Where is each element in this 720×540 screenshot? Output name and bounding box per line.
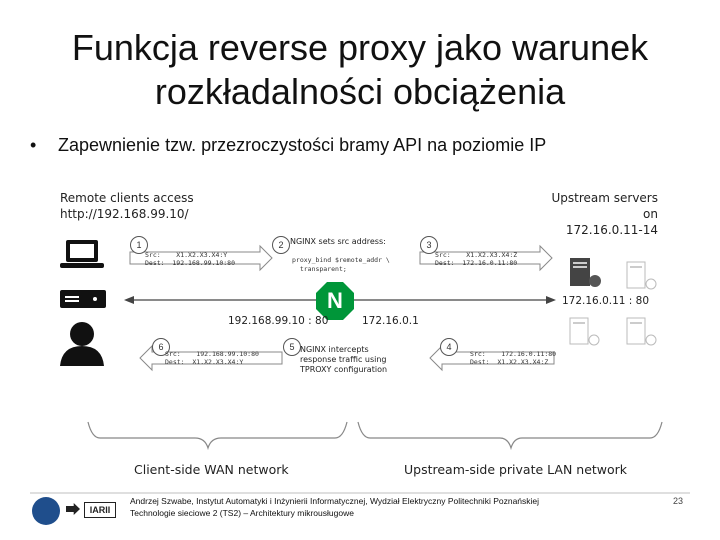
remote-clients-label: Remote clients access http://192.168.99.10/ xyxy=(60,191,194,221)
bullet-dot: • xyxy=(30,135,37,155)
bullet-text: Zapewnienie tzw. przezroczystości bramy API na poziomie IP xyxy=(58,135,547,155)
server-icon xyxy=(627,318,656,345)
nginx-ip-right: 172.16.0.1 xyxy=(362,315,419,327)
nginx-letter: N xyxy=(327,288,343,313)
step-number: 2 xyxy=(272,236,290,254)
server-ip: 172.16.0.11 : 80 xyxy=(562,295,650,307)
nginx-ip-left: 192.168.99.10 : 80 xyxy=(228,315,329,327)
step-number: 1 xyxy=(130,236,148,254)
university-logo xyxy=(32,497,60,525)
step-number: 3 xyxy=(420,236,438,254)
step2-text: NGINX sets src address: xyxy=(290,237,386,246)
footer-text: Andrzej Szwabe, Instytut Automatyki i Inżynierii Informatycznej, Wydział Elektryczny Politechniki Poznańskiej Technologie sieciowe 2 (TS2) – Architektury mikrousługowe xyxy=(130,496,540,518)
slide-title: Funkcja reverse proxy jako warunek rozkładalności obciążenia xyxy=(71,27,649,112)
step-number: 4 xyxy=(440,338,458,356)
step4-dest: Dest: X1.X2.X3.X4:Z xyxy=(470,358,549,366)
step1-src: Src: X1.X2.X3.X4:Y xyxy=(145,251,228,259)
step4-src: Src: 172.16.0.11:80 xyxy=(470,350,557,358)
person-icon xyxy=(60,322,104,366)
step-number: 6 xyxy=(152,338,170,356)
step3-dest: Dest: 172.16.0.11:80 xyxy=(435,259,518,267)
server-icon-active xyxy=(570,258,601,287)
step6-dest: Dest: X1.X2.X3.X4:Y xyxy=(165,358,244,366)
step1-dest: Dest: 192.168.99.10:80 xyxy=(145,259,236,267)
upstream-network-label: Upstream-side private LAN network xyxy=(404,462,628,477)
client-network-brace xyxy=(88,422,347,448)
step6-src: Src: 192.168.99.10:80 xyxy=(165,350,259,358)
upstream-servers-label: Upstream servers on 172.16.0.11-14 xyxy=(551,191,658,237)
server-icon xyxy=(570,318,599,345)
laptop-icon xyxy=(60,240,104,268)
upstream-network-brace xyxy=(358,422,662,448)
step-number: 5 xyxy=(283,338,301,356)
router-icon xyxy=(60,290,106,308)
iarii-logo: IARII xyxy=(84,502,116,518)
page-number: 23 xyxy=(673,496,684,506)
step2-code: proxy_bind $remote_addr \ transparent; xyxy=(292,256,390,273)
client-network-label: Client-side WAN network xyxy=(134,462,289,477)
step3-src: Src: X1.X2.X3.X4:Z xyxy=(435,251,518,259)
server-icon xyxy=(627,262,656,289)
step5-text: NGINX intercepts response traffic using TPROXY configuration xyxy=(300,345,388,374)
